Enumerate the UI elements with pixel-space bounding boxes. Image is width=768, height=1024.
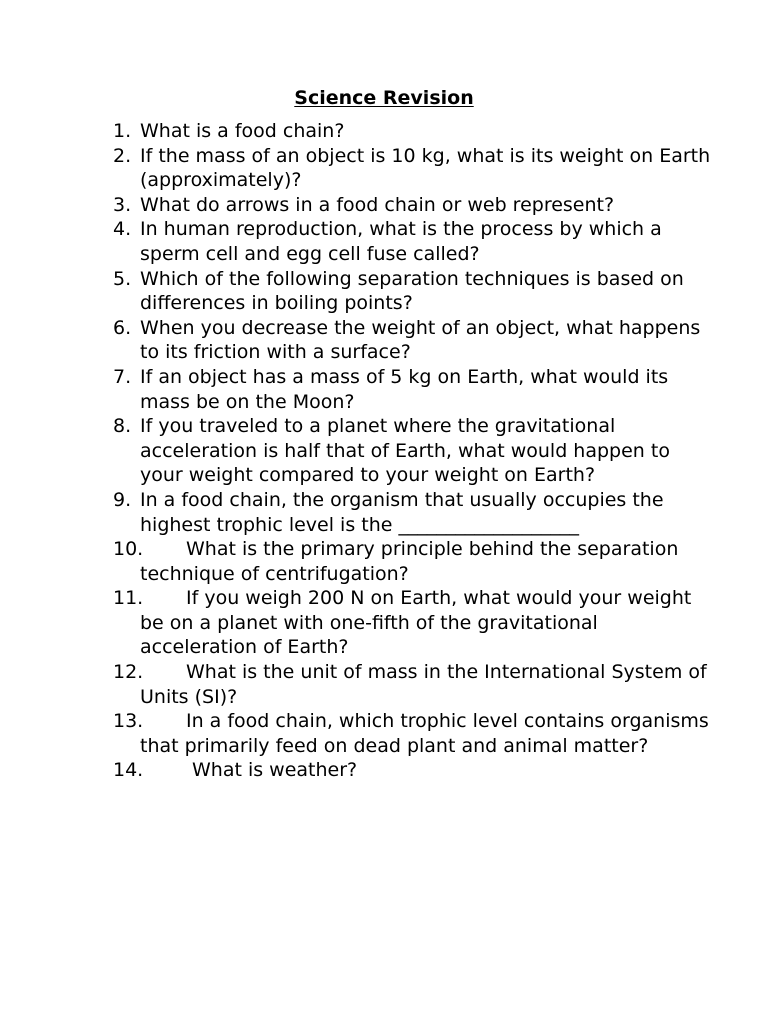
question-item bbox=[113, 119, 713, 144]
question-number: 5. bbox=[113, 267, 132, 290]
question-text: What is the primary principle behind the separation technique of centrifugation? bbox=[140, 538, 679, 585]
question-number: 9. bbox=[113, 488, 132, 511]
question-number: 3. bbox=[113, 193, 132, 216]
question-number: 1. bbox=[113, 120, 132, 142]
question-text: If you weigh 200 N on Earth, what would your weight be on a planet with one-fifth of the gravitational acceleration of Earth? bbox=[140, 587, 692, 659]
question-text: In a food chain, which trophic level contains organisms that primarily feed on dead plant and animal matter? bbox=[140, 710, 709, 757]
question-item bbox=[113, 537, 713, 586]
question-number: 12. bbox=[113, 661, 144, 684]
question-item bbox=[113, 414, 713, 488]
question-number: 11. bbox=[113, 587, 144, 610]
question-item bbox=[113, 365, 713, 414]
question-number: 4. bbox=[113, 218, 132, 241]
question-text: What is the unit of mass in the International System of Units (SI)? bbox=[140, 661, 707, 708]
question-item bbox=[113, 193, 713, 218]
question-number: 14. bbox=[113, 759, 144, 782]
question-number: 8. bbox=[113, 415, 132, 438]
question-item bbox=[113, 217, 713, 266]
question-text: What is a food chain? bbox=[140, 120, 345, 142]
title-text: Science Revision bbox=[294, 87, 474, 109]
question-list bbox=[113, 119, 713, 783]
question-text: Which of the following separation techniques is based on differences in boiling points? bbox=[140, 267, 684, 315]
question-text: What is weather? bbox=[192, 759, 358, 782]
question-number: 7. bbox=[113, 365, 132, 388]
question-item bbox=[113, 660, 713, 709]
question-text: In a food chain, the organism that usually occupies the highest trophic level is the ___________________ bbox=[140, 488, 664, 536]
question-item bbox=[113, 144, 713, 193]
question-item bbox=[113, 586, 713, 660]
question-text: When you decrease the weight of an object, what happens to its friction with a surface? bbox=[140, 316, 701, 364]
question-item bbox=[113, 488, 713, 537]
question-item bbox=[113, 758, 713, 783]
question-number: 6. bbox=[113, 316, 132, 339]
question-text: In human reproduction, what is the process by which a sperm cell and egg cell fuse called? bbox=[140, 218, 662, 265]
question-item bbox=[113, 316, 713, 365]
question-number: 10. bbox=[113, 538, 144, 561]
question-number: 2. bbox=[113, 144, 132, 167]
question-text: If an object has a mass of 5 kg on Earth, what would its mass be on the Moon? bbox=[140, 365, 669, 413]
page-title bbox=[0, 86, 768, 110]
question-item bbox=[113, 709, 713, 758]
question-text: What do arrows in a food chain or web represent? bbox=[140, 193, 615, 216]
question-text: If the mass of an object is 10 kg, what is its weight on Earth (approximately)? bbox=[140, 144, 711, 192]
question-text: If you traveled to a planet where the gravitational acceleration is half that of Earth, what would happen to your weight compared to your weight on Earth? bbox=[140, 415, 670, 487]
question-number: 13. bbox=[113, 710, 144, 733]
question-item bbox=[113, 267, 713, 316]
